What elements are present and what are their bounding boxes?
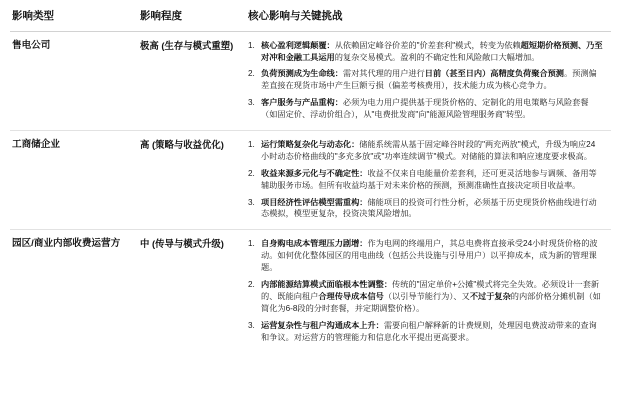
point-number: 1. <box>248 40 255 50</box>
point-body: 需对其代理的用户进行日前（甚至日内）高精度负荷聚合预测。预测偏差直接在现货市场中产生巨额亏损（偏差考核费用），技术能力成为核心竞争力。 <box>261 69 597 91</box>
cell-impact-type <box>10 31 138 130</box>
table-row <box>10 230 611 353</box>
point-title: 项目经济性评估模型需重构： <box>261 197 368 207</box>
list-item <box>248 197 603 221</box>
point-body: 需要向租户解释新的计费规则，处理因电费波动带来的查询和争议。对运营方的管理能力和信息化水平提出更高要求。 <box>261 320 597 342</box>
point-body: 必须为电力用户提供基于现货价格的、定制化的用电策略与风险套餐（如固定价、浮动价组合），从"电费批发商"向"能源风险管理服务商"转型。 <box>261 98 589 120</box>
cell-core-impacts <box>246 31 611 130</box>
point-number: 3. <box>248 98 255 108</box>
impact-level-label: 中 (传导与模式升级) <box>140 238 224 250</box>
point-number: 3. <box>248 320 255 330</box>
point-number: 1. <box>248 239 255 249</box>
impact-level-label: 极高 (生存与模式重塑) <box>140 39 234 51</box>
point-title: 内部能源结算模式面临根本性调整： <box>261 280 393 289</box>
list-item <box>248 168 603 192</box>
point-title: 收益来源多元化与不确定性： <box>261 168 368 178</box>
cell-impact-type <box>10 230 138 353</box>
point-title: 自身购电成本管理压力剧增： <box>261 239 368 249</box>
point-title: 运营复杂性与租户沟通成本上升： <box>261 320 384 330</box>
table-row <box>10 31 611 130</box>
point-body: 收益不仅来自电能量价差套利，还可更灵活地参与调频、备用等辅助服务市场。但所有收益均基于对未来价格的预测，预测准确性直接决定项目收益率。 <box>261 168 597 190</box>
cell-impact-level <box>138 130 246 229</box>
cell-impact-level <box>138 31 246 130</box>
list-item <box>248 320 603 344</box>
list-item <box>248 40 603 64</box>
impact-type-label: 园区/商业内部收费运营方 <box>12 238 121 250</box>
cell-core-impacts <box>246 230 611 353</box>
column-header-core-impacts: 核心影响与关键挑战 <box>246 8 611 31</box>
table-header-row <box>10 8 611 31</box>
point-body: 作为电网的终端用户，其总电费将直接承受24小时现货价格的波动。如何优化整体园区的用电曲线（包括公共设施与引导用户）以平抑成本，成为新的管理课题。 <box>261 239 598 273</box>
cell-core-impacts <box>246 130 611 229</box>
list-item <box>248 279 603 315</box>
list-item <box>248 238 603 274</box>
point-title: 运行策略复杂化与动态化： <box>261 139 360 149</box>
impact-type-label: 售电公司 <box>12 39 51 51</box>
point-number: 2. <box>248 280 255 289</box>
point-title: 核心盈利逻辑颠覆： <box>261 40 335 50</box>
cell-impact-type <box>10 130 138 229</box>
point-number: 2. <box>248 69 255 79</box>
impact-type-label: 工商储企业 <box>12 138 60 150</box>
impact-point-list <box>248 139 603 220</box>
point-number: 3. <box>248 197 255 207</box>
table-header <box>10 8 611 31</box>
table-body <box>10 31 611 352</box>
point-title: 客户服务与产品重构： <box>261 98 343 108</box>
cell-impact-level <box>138 230 246 353</box>
point-body: 储能项目的投资可行性分析，必须基于历史现货价格曲线进行动态模拟，模型更复杂，投资决策风险增加。 <box>261 197 597 219</box>
point-body: 储能系统需从基于固定峰谷时段的"两充两放"模式，升级为响应24小时动态价格曲线的"多充多放"或"功率连续调节"模式。对储能的算法和响应速度要求极高。 <box>261 139 596 161</box>
impact-point-list <box>248 238 603 343</box>
column-header-impact-type: 影响类型 <box>10 8 138 31</box>
point-number: 1. <box>248 139 255 149</box>
point-body: 从依赖固定峰谷价差的"价差套利"模式，转变为依赖超短期价格预测、乃至对冲和金融工具运用的复杂交易模式。盈利的不确定性和风险敞口大幅增加。 <box>261 40 603 62</box>
table-row <box>10 130 611 229</box>
list-item <box>248 68 603 92</box>
list-item <box>248 97 603 121</box>
list-item <box>248 139 603 163</box>
impact-point-list <box>248 40 603 121</box>
impact-matrix-table <box>10 8 611 352</box>
impact-level-label: 高 (策略与收益优化) <box>140 138 224 150</box>
point-number: 2. <box>248 168 255 178</box>
point-body: 传统的"固定单价+公摊"模式将完全失效。必须设计一套新的、既能向租户合理传导成本信号（以引导节能行为）、又不过于复杂的内部价格分摊机制（如简化为6-8段的分时套餐，并定期调整价格）。 <box>261 280 601 313</box>
column-header-impact-level: 影响程度 <box>138 8 246 31</box>
point-title: 负荷预测成为生命线： <box>261 69 343 79</box>
